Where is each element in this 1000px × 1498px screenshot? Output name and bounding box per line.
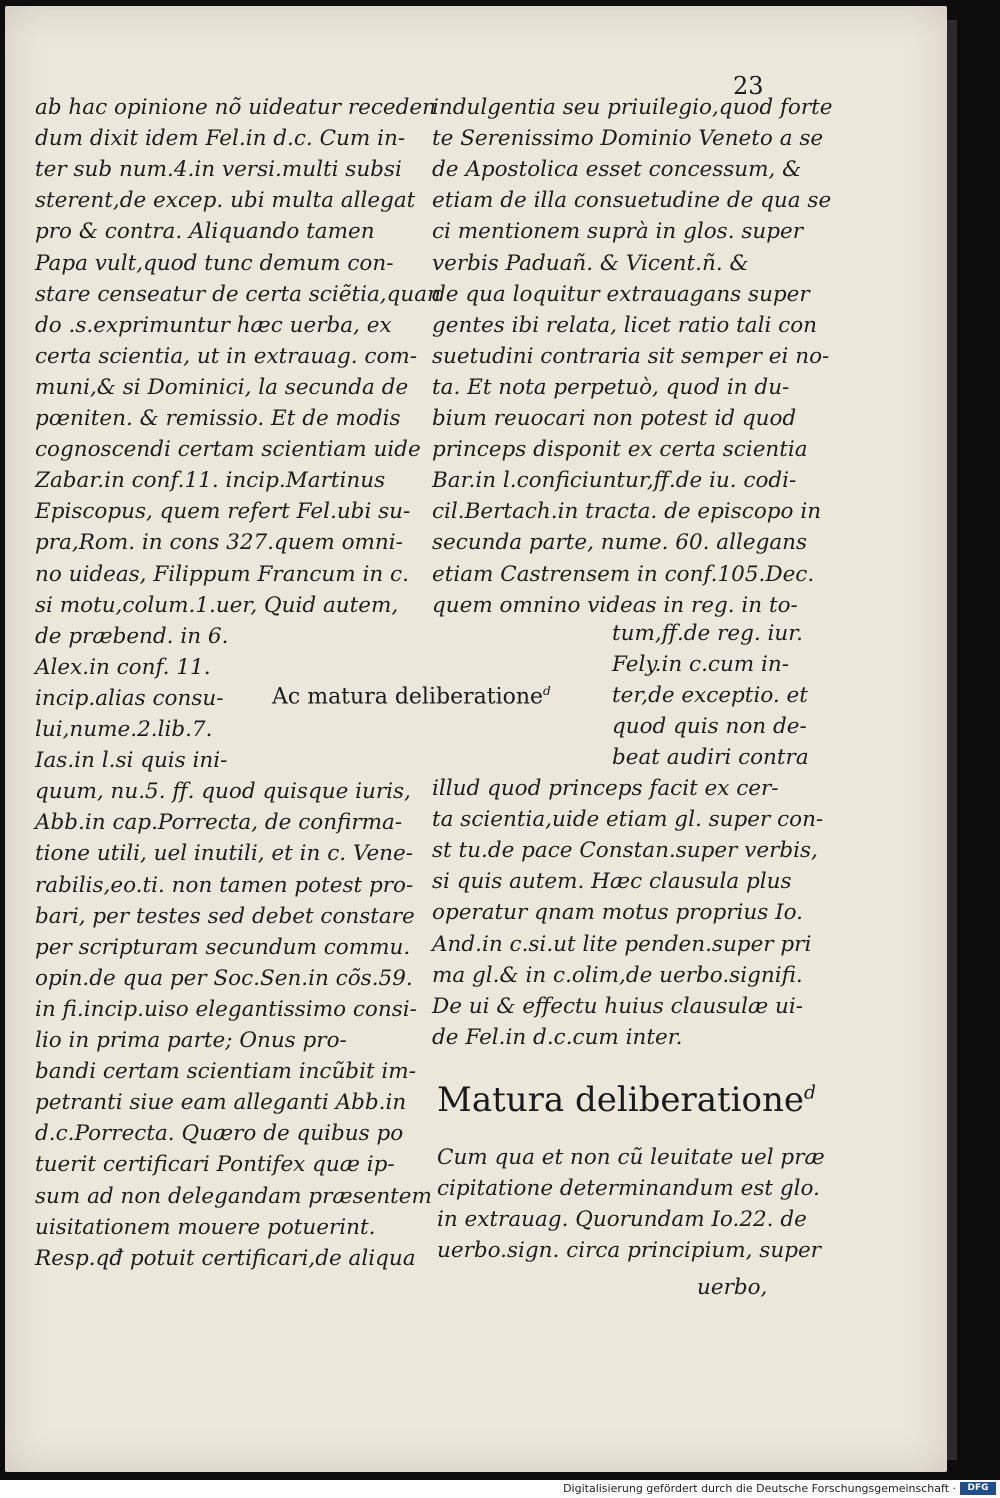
footer-bar: [0, 1480, 1000, 1498]
text-line: illud quod princeps facit ex cer-: [432, 776, 779, 801]
text-line: gentes ibi relata, licet ratio tali con: [432, 312, 817, 338]
text-line: sum ad non delegandam præsentem: [35, 1183, 432, 1209]
text-line: de Fel.in d.c.cum inter.: [432, 1024, 683, 1050]
catchword-text: uerbo,: [697, 1275, 768, 1300]
text-line: st tu.de pace Constan.super verbis,: [432, 838, 818, 864]
text-line: bari, per testes sed debet constare: [35, 903, 415, 929]
text-line: Episcopus, quem refert Fel.ubi su-: [35, 499, 411, 525]
text-line: uerbo.sign. circa principium, super: [437, 1238, 821, 1264]
text-line: sterent,de excep. ubi multa allegat: [35, 188, 416, 214]
text-line: Alex.in conf. 11.: [35, 654, 211, 680]
text-line: per scripturam secundum commu.: [35, 934, 411, 960]
text-line: ter,de exceptio. et: [612, 683, 808, 709]
text-line: si motu,colum.1.uer, Quid autem,: [35, 592, 399, 618]
text-line: Resp.qđ potuit certificari,de aliqua: [35, 1245, 416, 1271]
text-line: quum, nu.5. ff. quod quisque iuris,: [35, 779, 411, 805]
text-line: uisitationem mouere potuerint.: [35, 1214, 376, 1240]
text-line: beat audiri contra: [612, 745, 809, 771]
text-line: tuerit certificari Pontifex quæ ip-: [35, 1152, 395, 1178]
text-line: princeps disponit ex certa scientia: [432, 437, 808, 463]
text-line: ci mentionem suprà in glos. super: [432, 219, 804, 245]
text-line: de Apostolica esset concessum, &: [432, 157, 802, 183]
catchword: [697, 1275, 767, 1300]
text-line: bium reuocari non potest id quod: [432, 406, 797, 431]
text-line: ter sub num.4.in versi.multi subsi: [35, 157, 402, 183]
text-line: ab hac opinione nõ uideatur receden: [35, 95, 436, 120]
text-line: ta scientia,uide etiam gl. super con-: [432, 807, 824, 833]
page-edge: [947, 20, 957, 1460]
text-line: Abb.in cap.Porrecta, de confirma-: [35, 810, 403, 836]
text-line: Ias.in l.si quis ini-: [35, 748, 228, 774]
lemma-insert: [272, 684, 551, 709]
text-line: dum dixit idem Fel.in d.c. Cum in-: [35, 126, 406, 152]
text-line: lui,nume.2.lib.7.: [35, 717, 213, 742]
section-heading-mark: d: [804, 1082, 817, 1104]
text-line: in fi.incip.uiso elegantissimo consi-: [35, 996, 417, 1022]
text-line: te Serenissimo Dominio Veneto a se: [432, 126, 824, 152]
text-line: pœniten. & remissio. Et de modis: [35, 406, 401, 431]
text-line: petranti siue eam alleganti Abb.in: [35, 1090, 407, 1116]
lemma-insert-mark: d: [543, 684, 551, 698]
text-line: cognoscendi certam scientiam uide: [35, 437, 421, 463]
text-line: tione utili, uel inutili, et in c. Vene-: [35, 841, 414, 867]
dfg-logo: DFG: [960, 1482, 996, 1495]
text-line: cipitatione determinandum est glo.: [437, 1176, 820, 1202]
text-line: verbis Paduañ. & Vicent.ñ. &: [432, 250, 749, 276]
text-line: quod quis non de-: [612, 714, 807, 740]
text-line: do .s.exprimuntur hæc uerba, ex: [35, 312, 392, 338]
text-line: incip.alias consu-: [35, 685, 224, 711]
text-line: And.in c.si.ut lite penden.super pri: [432, 931, 812, 957]
text-line: cil.Bertach.in tracta. de episcopo in: [432, 499, 822, 525]
text-line: pro & contra. Aliquando tamen: [35, 219, 375, 245]
text-line: ma gl.& in c.olim,de uerbo.signifi.: [432, 962, 803, 988]
text-line: secunda parte, nume. 60. allegans: [432, 530, 808, 556]
text-line: De ui & effectu huius clausulæ ui-: [432, 993, 804, 1019]
text-line: d.c.Porrecta. Quæro de quibus po: [35, 1121, 404, 1147]
text-line: pra,Rom. in cons 327.quem omni-: [35, 530, 403, 556]
text-line: de præbend. in 6.: [35, 623, 229, 649]
text-line: certa scientia, ut in extrauag. com-: [35, 343, 418, 369]
text-line: lio in prima parte; Onus pro-: [35, 1028, 347, 1053]
text-line: rabilis,eo.ti. non tamen potest pro-: [35, 872, 414, 898]
lemma-insert-text: Ac matura deliberatione: [272, 684, 544, 710]
section-heading: [437, 1080, 816, 1120]
text-line: tum,ff.de reg. iur.: [612, 621, 804, 646]
text-line: stare censeatur de certa sciẽtia,quan: [35, 281, 441, 307]
text-line: Papa vult,quod tunc demum con-: [35, 250, 394, 276]
text-line: suetudini contraria sit semper ei no-: [432, 343, 830, 369]
text-line: Zabar.in conf.11. incip.Martinus: [35, 468, 386, 494]
text-line: opin.de qua per Soc.Sen.in cõs.59.: [35, 965, 413, 991]
text-line: si quis autem. Hæc clausula plus: [432, 869, 792, 895]
text-line: operatur qnam motus proprius Io.: [432, 900, 803, 926]
text-line: etiam Castrensem in conf.105.Dec.: [432, 561, 815, 587]
text-line: Cum qua et non cũ leuitate uel præ: [437, 1145, 825, 1170]
text-line: ta. Et nota perpetuò, quod in du-: [432, 374, 790, 400]
text-line: bandi certam scientiam incũbit im-: [35, 1059, 416, 1085]
text-line: muni,& si Dominici, la secunda de: [35, 374, 409, 400]
text-line: etiam de illa consuetudine de qua se: [432, 188, 832, 214]
text-line: in extrauag. Quorundam Io.22. de: [437, 1207, 807, 1233]
text-line: no uideas, Filippum Francum in c.: [35, 561, 409, 587]
text-line: Bar.in l.conficiuntur,ff.de iu. codi-: [432, 468, 797, 494]
page-number: 23: [733, 72, 764, 100]
text-line: indulgentia seu priuilegio,quod forte: [432, 95, 833, 120]
text-line: de qua loquitur extrauagans super: [432, 281, 810, 307]
text-line: quem omnino videas in reg. in to-: [432, 592, 798, 618]
text-line: Fely.in c.cum in-: [612, 652, 789, 678]
section-heading-text: Matura deliberatione: [437, 1080, 805, 1120]
footer-credit: Digitalisierung gefördert durch die Deutsche Forschungsgemeinschaft ·: [563, 1482, 956, 1495]
